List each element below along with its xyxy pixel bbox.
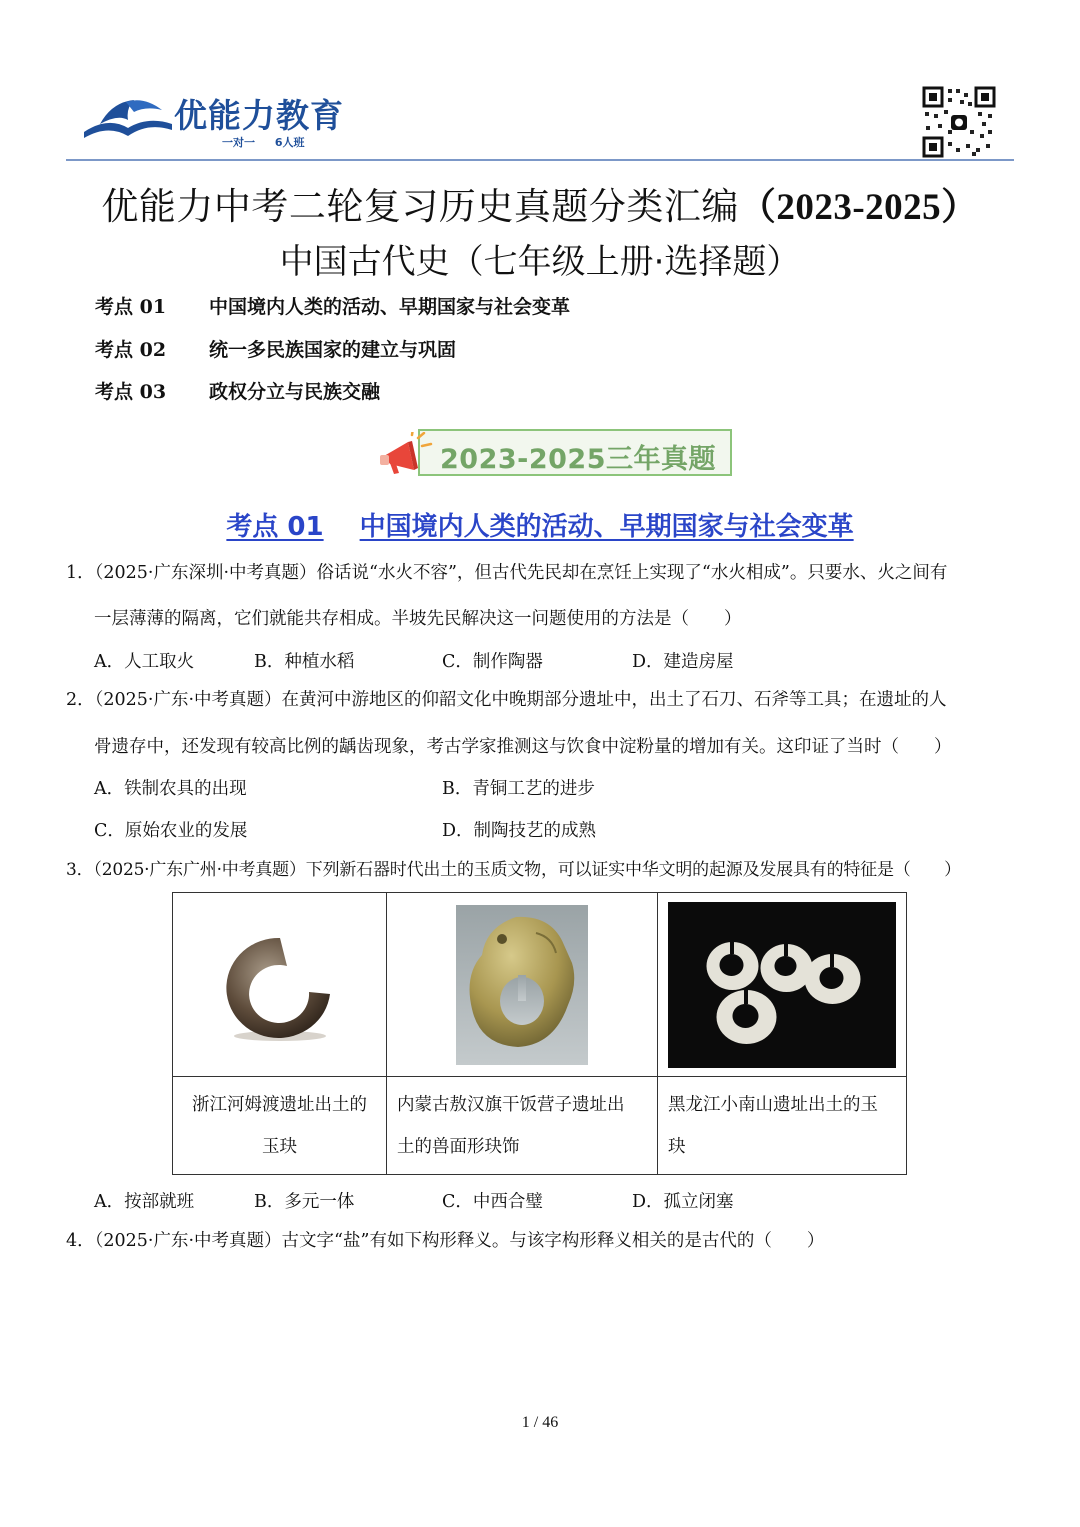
artifact-image-cell [387, 893, 658, 1077]
beast-face-jue-image [456, 905, 588, 1065]
page-subtitle: 中国古代史（七年级上册·选择题） [279, 242, 801, 282]
option-b[interactable]: B．多元一体 [254, 1192, 355, 1212]
option-d[interactable]: D．建造房屋 [632, 652, 734, 672]
book-bird-logo-icon [82, 94, 174, 142]
option-b[interactable]: B．种植水稻 [254, 652, 355, 672]
option-b[interactable]: B．青铜工艺的进步 [442, 779, 595, 799]
artifact-caption [173, 1077, 387, 1175]
option-d[interactable]: D．孤立闭塞 [632, 1192, 734, 1212]
option-a[interactable]: A．铁制农具的出现 [94, 779, 247, 799]
artifact-caption [658, 1077, 907, 1175]
caption-line2: 土的兽面形玦饰 [397, 1136, 520, 1157]
caption-line1: 浙江河姆渡遗址出土的 [192, 1094, 367, 1115]
artifact-image-cell [658, 893, 907, 1077]
kaodian-label: 考点 03 [95, 381, 167, 403]
hemudu-jade-jue-image [205, 920, 355, 1050]
question-1-line2: 一层薄薄的隔离，它们就能共存相成。半坡先民解决这一问题使用的方法是（ ） [94, 609, 742, 629]
caption-line1: 内蒙古敖汉旗干饭营子遗址出 [397, 1094, 625, 1115]
option-a[interactable]: A．人工取火 [94, 652, 195, 672]
option-c[interactable]: C．原始农业的发展 [94, 821, 248, 841]
option-a[interactable]: A．按部就班 [94, 1192, 195, 1212]
caption-line1: 黑龙江小南山遗址出土的玉 [668, 1094, 878, 1115]
logo-tagline: 一对一 6人班 [222, 136, 305, 149]
qr-code-icon [922, 86, 996, 158]
kaodian-text: 政权分立与民族交融 [209, 381, 381, 403]
section-title: 中国境内人类的活动、早期国家与社会变革 [359, 512, 854, 542]
kaodian-label: 考点 02 [95, 339, 167, 361]
question-1-line1: 1．（2025·广东深圳·中考真题）俗话说“水火不容”，但古代先民却在烹饪上实现了“水火相成”。只要水、火之间有 [66, 563, 948, 583]
kaodian-text: 统一多民族国家的建立与巩固 [209, 339, 457, 361]
question-2-line2: 骨遗存中，还发现有较高比例的龋齿现象，考古学家推测这与饮食中淀粉量的增加有关。这印证了当时（ ） [94, 737, 952, 757]
section-label: 考点 01 [226, 512, 324, 542]
banner-text: 2023-2025三年真题 [440, 444, 716, 475]
megaphone-icon [378, 432, 434, 478]
kaodian-label: 考点 01 [95, 296, 167, 318]
page-number: 1 / 46 [521, 1414, 559, 1431]
logo-name: 优能力教育 [174, 96, 344, 135]
question-1-options [0, 648, 1080, 672]
caption-line2: 玦 [668, 1136, 686, 1157]
artifact-image-cell [173, 893, 387, 1077]
years-banner [378, 428, 734, 480]
header-rule [66, 159, 1014, 161]
kaodian-text: 中国境内人类的活动、早期国家与社会变革 [209, 296, 571, 318]
xiaonanshan-jade-jue-image [668, 902, 896, 1068]
brand-logo [82, 88, 372, 154]
section-heading [0, 506, 1080, 543]
page-title [0, 176, 1080, 230]
question-2-line1: 2．（2025·广东·中考真题）在黄河中游地区的仰韶文化中晚期部分遗址中，出土了石刀、石斧等工具；在遗址的人 [66, 690, 947, 710]
kaodian-item [95, 335, 456, 362]
page-title-prefix: 优能力中考二轮复习历史真题分类汇编 [101, 185, 739, 228]
artifact-caption [387, 1077, 658, 1175]
question-2-options-row2 [0, 817, 1080, 841]
option-c[interactable]: C．制作陶器 [442, 652, 543, 672]
jade-artifacts-table [172, 892, 907, 1175]
question-3-options [0, 1188, 1080, 1212]
option-c[interactable]: C．中西合璧 [442, 1192, 543, 1212]
kaodian-item [95, 292, 570, 319]
option-d[interactable]: D．制陶技艺的成熟 [442, 821, 597, 841]
question-3-line1: 3．（2025·广东广州·中考真题）下列新石器时代出土的玉质文物，可以证实中华文明的起源及发展具有的特征是（ ） [66, 860, 961, 880]
kaodian-item [95, 377, 380, 404]
question-4-line1: 4．（2025·广东·中考真题）古文字“盐”有如下构形释义。与该字构形释义相关的是古代的（ ） [66, 1231, 825, 1251]
page-title-years: （2023-2025） [738, 187, 979, 228]
question-2-options-row1 [0, 775, 1080, 799]
caption-line2: 玉玦 [262, 1136, 297, 1157]
